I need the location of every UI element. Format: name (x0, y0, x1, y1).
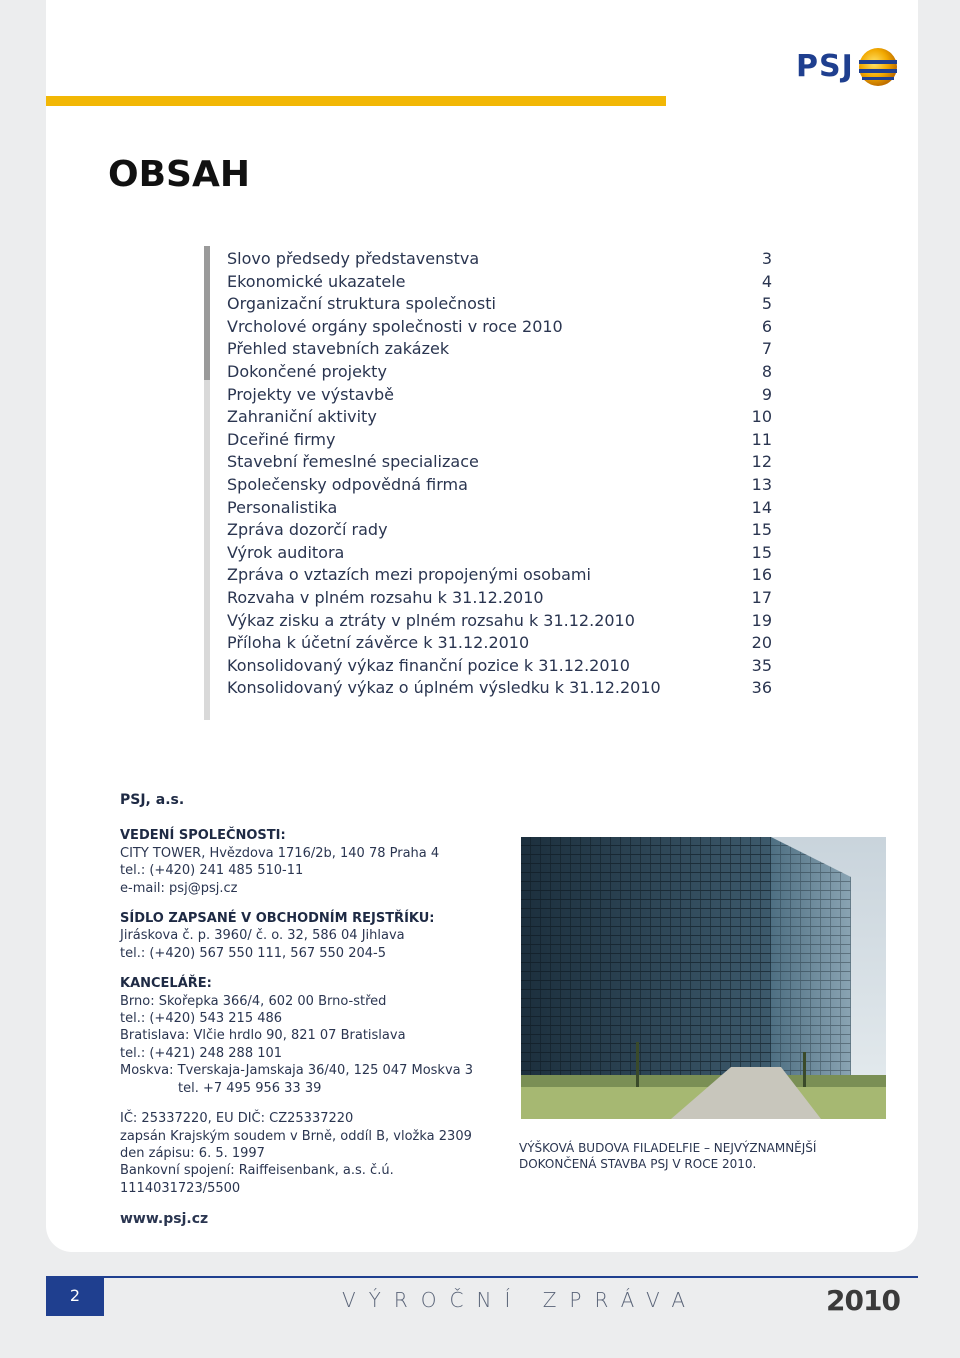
page-title: OBSAH (108, 154, 250, 195)
management-phone: tel.: (+420) 241 485 510-11 (120, 863, 304, 879)
report-year: 2010 (826, 1284, 900, 1317)
table-of-contents (227, 248, 772, 700)
building-photo (521, 837, 886, 1119)
toc-item[interactable]: Přehled stavebních zakázek 7 (227, 339, 772, 359)
office-bratislava: Bratislava: Vlčie hrdlo 90, 821 07 Bratislava (120, 1028, 406, 1044)
toc-item[interactable]: Konsolidovaný výkaz finanční pozice k 31.12.2010 35 (227, 655, 772, 675)
office-bratislava-phone: tel.: (+421) 248 288 101 (120, 1045, 283, 1061)
seat-heading: SÍDLO ZAPSANÉ V OBCHODNÍM REJSTŘÍKU: (120, 911, 435, 927)
toc-item[interactable]: Příloha k účetní závěrce k 31.12.2010 20 (227, 633, 772, 653)
toc-item[interactable]: Rozvaha v plném rozsahu k 31.12.2010 17 (227, 587, 772, 607)
toc-item[interactable]: Výrok auditora 15 (227, 542, 772, 562)
management-address: CITY TOWER, Hvězdova 1716/2b, 140 78 Praha 4 (120, 845, 440, 861)
toc-item[interactable]: Dceřiné firmy 11 (227, 429, 772, 449)
toc-item[interactable]: Zpráva dozorčí rady 15 (227, 520, 772, 540)
registry-court: zapsán Krajským soudem v Brně, oddíl B, vložka 2309 (120, 1128, 472, 1144)
toc-item[interactable]: Společensky odpovědná firma 13 (227, 474, 772, 494)
toc-item[interactable]: Organizační struktura společnosti 5 (227, 294, 772, 314)
toc-item[interactable]: Zahraniční aktivity 10 (227, 407, 772, 427)
toc-item[interactable]: Dokončené projekty 8 (227, 361, 772, 381)
offices-heading: KANCELÁŘE: (120, 976, 212, 992)
office-brno: Brno: Skořepka 366/4, 602 00 Brno-střed (120, 993, 387, 1009)
header-accent-bar (46, 96, 666, 106)
page-number: 2 (46, 1276, 104, 1316)
footer-rule (104, 1276, 918, 1278)
toc-item[interactable]: Zpráva o vztazích mezi propojenými osobami 16 (227, 565, 772, 585)
toc-item[interactable]: Personalistika 14 (227, 497, 772, 517)
photo-caption: VÝŠKOVÁ BUDOVA FILADELFIE – NEJVÝZNAMNĚJŠÍ DOKONČENÁ STAVBA PSJ V ROCE 2010. (519, 1141, 817, 1171)
seat-address: Jiráskova č. p. 3960/ č. o. 32, 586 04 Jihlava (120, 928, 405, 944)
office-moscow-phone: tel. +7 495 956 33 39 (178, 1080, 322, 1096)
psj-logo (796, 44, 898, 90)
toc-item[interactable]: Vrcholové orgány společnosti v roce 2010 6 (227, 316, 772, 336)
registry-ids: IČ: 25337220, EU DIČ: CZ25337220 (120, 1111, 354, 1127)
toc-item[interactable]: Slovo předsedy představenstva 3 (227, 249, 772, 268)
toc-item[interactable]: Stavební řemeslné specializace 12 (227, 452, 772, 472)
toc-item[interactable]: Konsolidovaný výkaz o úplném výsledku k 31.12.2010 36 (227, 678, 772, 698)
report-title: VÝROČNÍ ZPRÁVA (342, 1288, 699, 1312)
registry-date: den zápisu: 6. 5. 1997 (120, 1145, 265, 1161)
company-info (120, 792, 510, 1229)
toc-divider-accent (204, 246, 210, 380)
office-moscow: Moskva: Tverskaja-Jamskaja 36/40, 125 047 Moskva 3 (120, 1063, 474, 1079)
company-name: PSJ, a.s. (120, 792, 185, 808)
seat-phone: tel.: (+420) 567 550 111, 567 550 204-5 (120, 945, 386, 961)
management-heading: VEDENÍ SPOLEČNOSTI: (120, 828, 286, 844)
logo-text: PSJ (796, 49, 854, 84)
management-email[interactable]: e-mail: psj@psj.cz (120, 880, 238, 896)
bank-details: Bankovní spojení: Raiffeisenbank, a.s. č.ú. 1114031723/5500 (120, 1163, 394, 1196)
office-brno-phone: tel.: (+420) 543 215 486 (120, 1011, 283, 1027)
toc-item[interactable]: Ekonomické ukazatele 4 (227, 271, 772, 291)
toc-item[interactable]: Výkaz zisku a ztráty v plném rozsahu k 31.12.2010 19 (227, 610, 772, 630)
website-link[interactable]: www.psj.cz (120, 1211, 209, 1228)
logo-globe-icon (858, 47, 898, 87)
toc-item[interactable]: Projekty ve výstavbě 9 (227, 384, 772, 404)
